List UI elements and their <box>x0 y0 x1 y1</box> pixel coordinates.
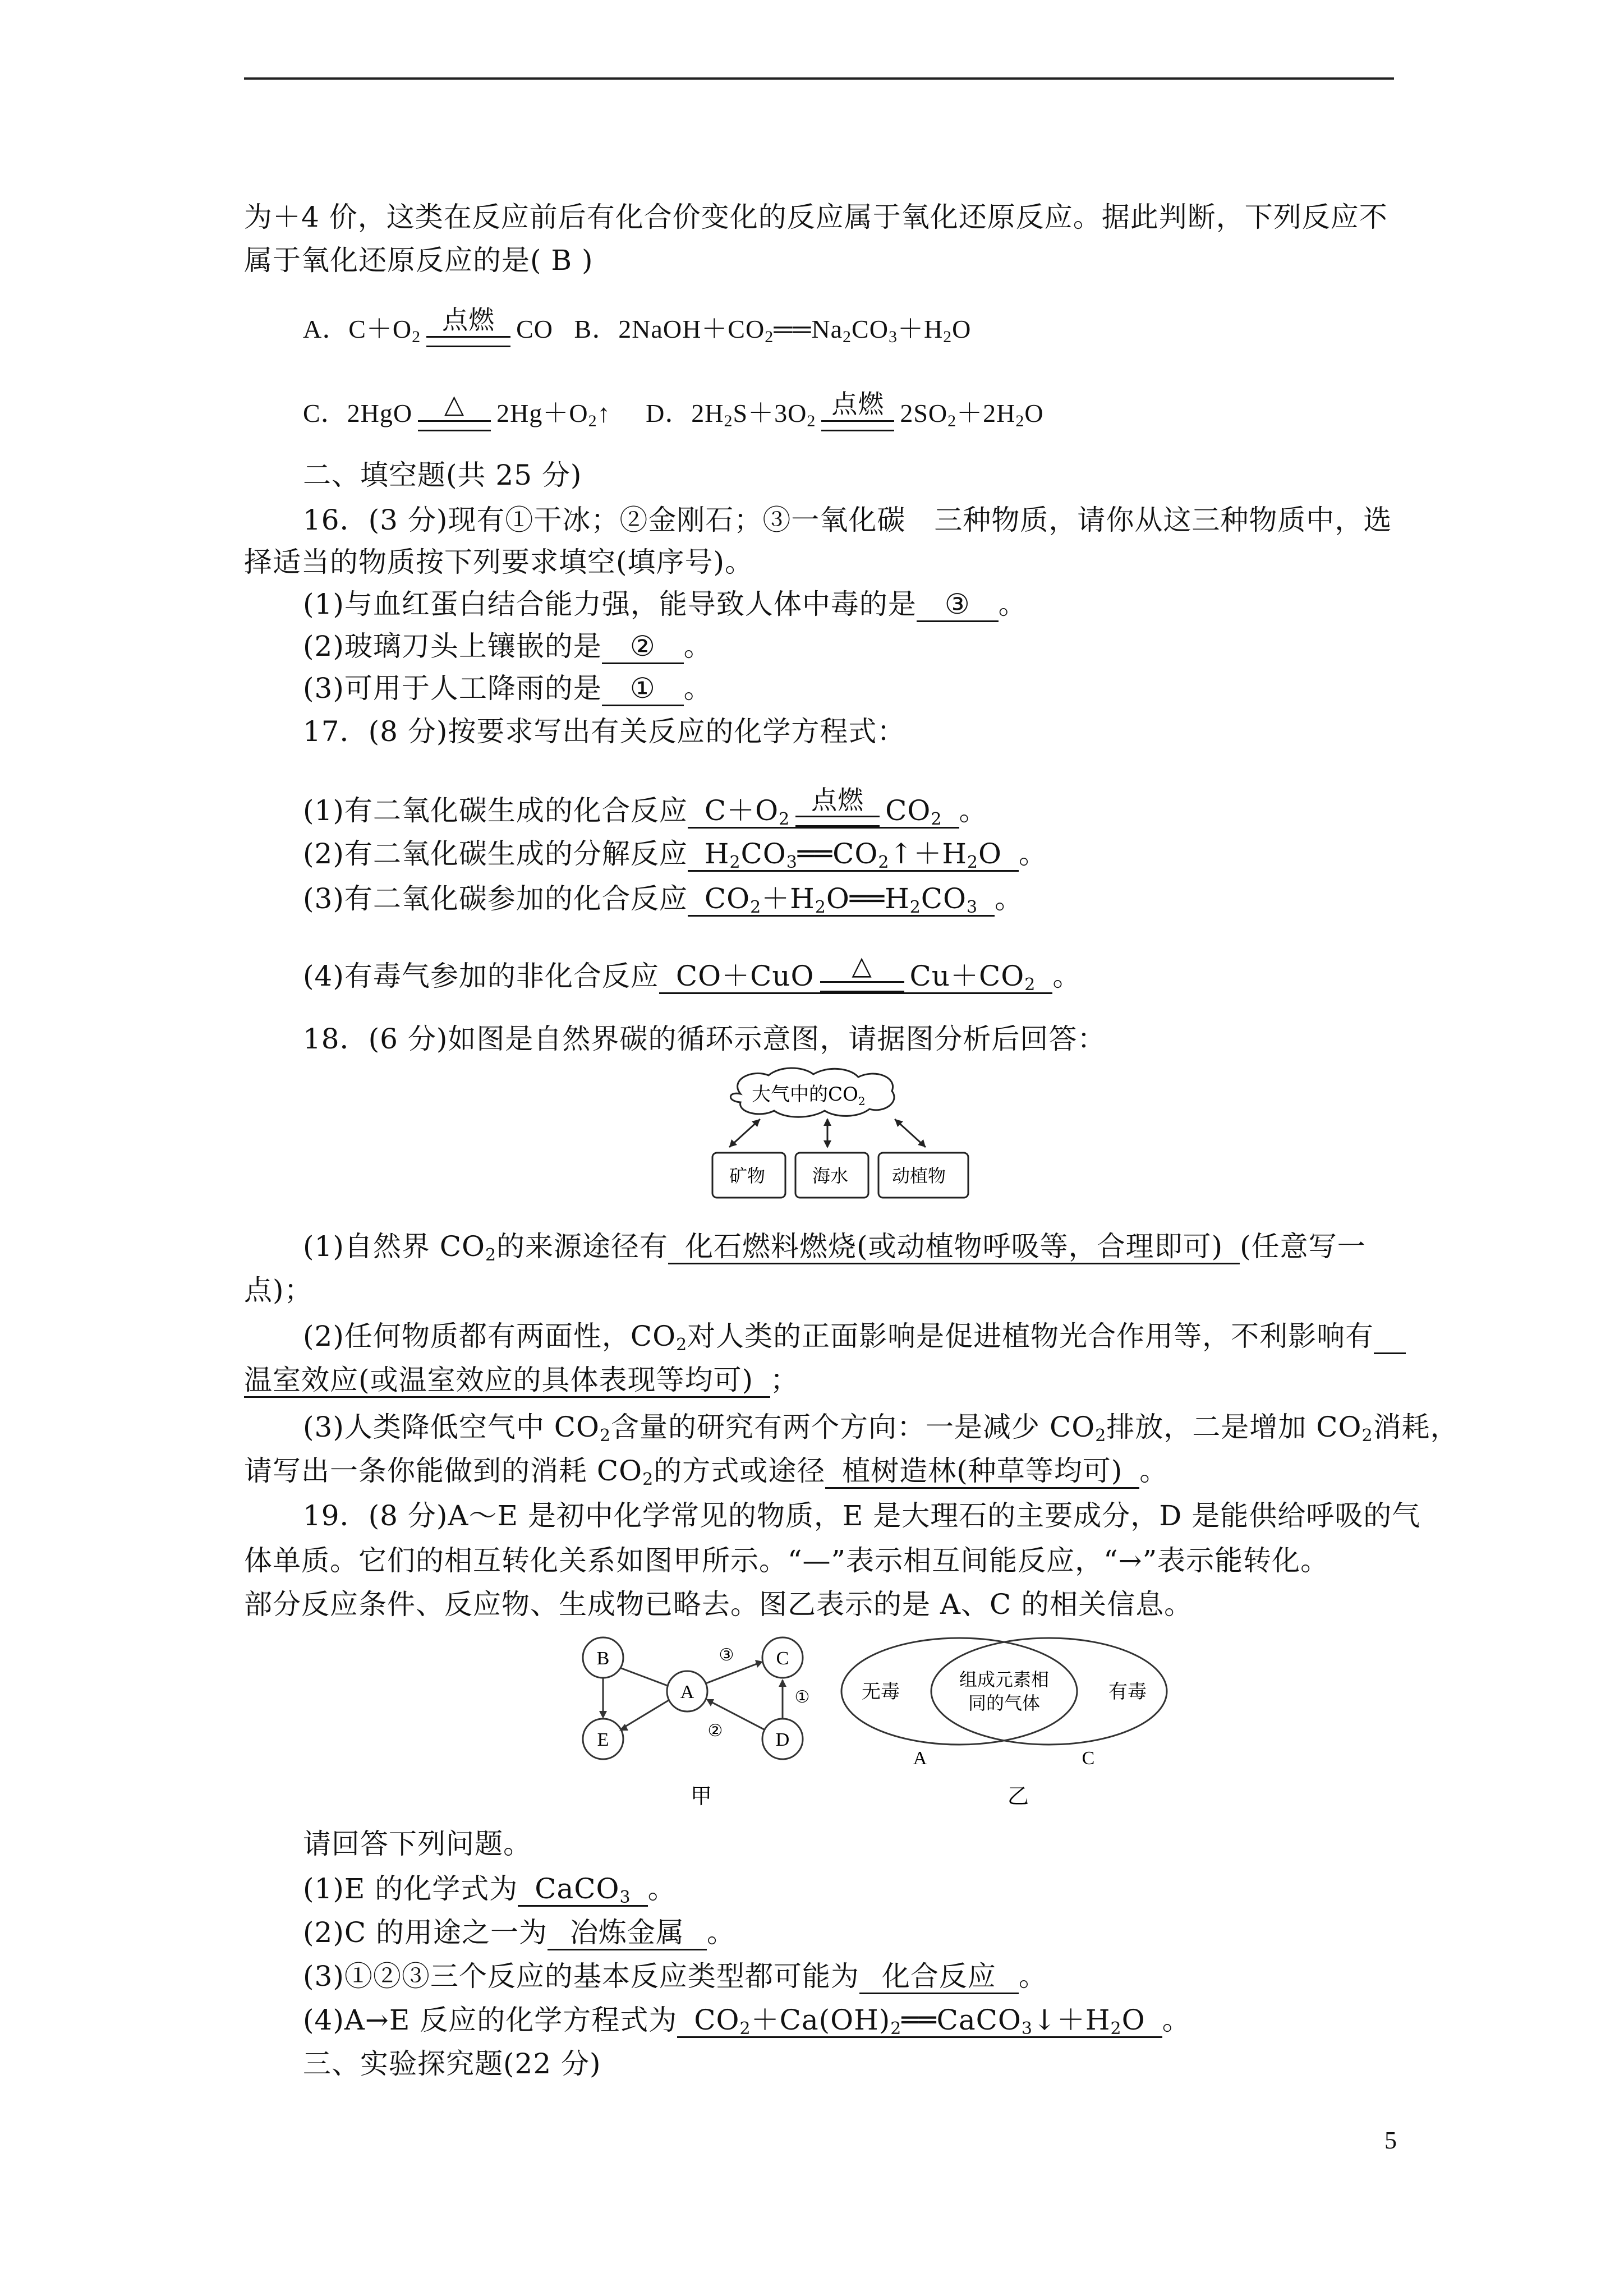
answer-blank: 冶炼金属 <box>548 1916 707 1950</box>
q15-line1: 为＋4 价，这类在反应前后有化合价变化的反应属于氧化还原反应。据此判断，下列反应不 <box>244 201 1388 233</box>
q17-line1: 17．(8 分)按要求写出有关反应的化学方程式： <box>303 715 906 748</box>
q16-line2: 择适当的物质按下列要求填空(填序号)。 <box>244 546 754 578</box>
q16-part3: (3)可用于人工降雨的是 ① 。 <box>303 670 712 706</box>
q17-part4: (4)有毒气参加的非化合反应 CO＋CuO △ $Cu+CO_2$ 。 <box>303 950 1082 995</box>
svg-text:C: C <box>776 1648 789 1669</box>
seawater-label: 海水 <box>812 1165 849 1186</box>
carbon-cycle-figure <box>707 1063 987 1209</box>
svg-text:①: ① <box>794 1688 810 1706</box>
svg-text:组成元素相: 组成元素相 <box>959 1669 1050 1690</box>
answer-blank: 化石燃料燃烧(或动植物呼吸等，合理即可) <box>668 1230 1240 1264</box>
answer-blank: CO＋CuO △ $Cu+CO_2$ <box>659 951 1053 994</box>
condition-ignite: 点燃 <box>831 390 885 418</box>
svg-text:E: E <box>597 1729 609 1750</box>
svg-text:同的气体: 同的气体 <box>968 1692 1041 1714</box>
q16-line1: 16．(3 分)现有①干冰；②金刚石；③一氧化碳 三种物质，请你从这三种物质中，选 <box>303 504 1392 536</box>
answer-blank: 植树造林(种草等均可) <box>825 1455 1139 1489</box>
svg-text:②: ② <box>707 1722 723 1740</box>
q17-part1: (1)有二氧化碳生成的化合反应 $C+O_2$ 点燃 $CO_2$ 。 <box>303 785 988 829</box>
answer-blank: $CO_2+H_2O══H_2CO_3$ <box>688 882 995 917</box>
page-number: 5 <box>1384 2127 1397 2154</box>
q15-line2: 属于氧化还原反应的是( B ) <box>244 244 594 277</box>
q18-part3: (3)人类降低空气中 $CO_2$含量的研究有两个方向：一是减少 $CO_2$排放，二是增加 $CO_2$消耗， <box>303 1411 1459 1446</box>
q19-line2: 体单质。它们的相互转化关系如图甲所示。“—”表示相互间能反应，“→”表示能转化。 <box>244 1544 1329 1577</box>
answer-blank: ① <box>602 672 684 706</box>
svg-text:无毒: 无毒 <box>862 1681 900 1703</box>
svg-text:③: ③ <box>719 1646 734 1664</box>
svg-text:A: A <box>913 1748 927 1769</box>
svg-text:B: B <box>596 1648 610 1669</box>
figure-yi-venn <box>830 1630 1178 1815</box>
q19-part4: (4)A→E 反应的化学方程式为 $CO_2+Ca(OH)_2══CaCO_3↓+H_2O$ 。 <box>303 2004 1191 2039</box>
svg-text:有毒: 有毒 <box>1108 1681 1147 1703</box>
q18-part2: (2)任何物质都有两面性，$CO_2$对人类的正面影响是促进植物光合作用等，不利影响有 <box>303 1318 1406 1354</box>
q18-part3-cont: 请写出一条你能做到的消耗 $CO_2$的方式或途径 植树造林(种草等均可) 。 <box>244 1455 1168 1489</box>
q19-line1: 19．(8 分)A～E 是初中化学常见的物质，E 是大理石的主要成分，D 是能供给呼吸的气 <box>303 1499 1421 1532</box>
condition-heat: △ <box>444 390 465 418</box>
answer-blank: ② <box>602 630 684 664</box>
q18-part2-cont: 温室效应(或温室效应的具体表现等均可) ； <box>244 1362 799 1398</box>
q19-ask: 请回答下列问题。 <box>303 1828 532 1860</box>
answer-blank: $C+O_2$ 点燃 $CO_2$ <box>688 785 959 829</box>
section-experiment-title: 三、实验探究题(22 分) <box>303 2047 601 2080</box>
atmosphere-co2-label: 大气中的$CO_2$ <box>752 1083 866 1108</box>
q19-part1: (1)E 的化学式为 CaCO$_3$ 。 <box>303 1872 677 1907</box>
q17-part2: (2)有二氧化碳生成的分解反应 $H_2CO_3══CO_2↑+H_2O$ 。 <box>303 838 1048 872</box>
figure-jia-relationship <box>567 1630 830 1815</box>
answer-blank: $CO_2+Ca(OH)_2══CaCO_3↓+H_2O$ <box>677 2004 1162 2038</box>
answer-blank: 化合反应 <box>859 1960 1019 1994</box>
answer-blank: ③ <box>917 588 999 622</box>
answer-blank: $H_2CO_3══CO_2↑+H_2O$ <box>688 838 1019 872</box>
section-fill-in-title: 二、填空题(共 25 分) <box>303 459 582 491</box>
q18-part1: (1)自然界 $CO_2$的来源途径有 化石燃料燃烧(或动植物呼吸等，合理即可) (任意写一 <box>303 1230 1366 1265</box>
answer-blank: 温室效应(或温室效应的具体表现等均可) <box>244 1364 770 1398</box>
q19-part3: (3)①②③三个反应的基本反应类型都可能为 化合反应 。 <box>303 1958 1047 1994</box>
svg-text:C: C <box>1082 1748 1095 1769</box>
q19-part2: (2)C 的用途之一为 冶炼金属 。 <box>303 1915 735 1950</box>
q15-option-c-d: C．2HgO △ $2Hg+O_2↑$ D．$2H_2S+3O_2$ 点燃 $2SO_2+2H_2O$ <box>303 390 1044 430</box>
q18-part1-cont: 点)； <box>244 1274 313 1306</box>
q16-part1: (1)与血红蛋白结合能力强，能导致人体中毒的是 ③ 。 <box>303 586 1027 622</box>
svg-text:D: D <box>775 1729 790 1750</box>
q18-line1: 18．(6 分)如图是自然界碳的循环示意图，请据图分析后回答： <box>303 1023 1106 1055</box>
header-rule <box>244 77 1394 80</box>
organisms-label: 动植物 <box>892 1165 946 1186</box>
q17-part3: (3)有二氧化碳参加的化合反应 $CO_2+H_2O══H_2CO_3$ 。 <box>303 882 1024 917</box>
answer-blank: CaCO$_3$ <box>518 1872 647 1907</box>
q15-option-a-b: A．$C+O_2$ 点燃 CO B．$2NaOH+CO_2══Na_2CO_3+H_2O$ <box>303 306 972 346</box>
figure-yi-caption: 乙 <box>1007 1784 1029 1809</box>
svg-text:A: A <box>680 1682 694 1703</box>
q16-part2: (2)玻璃刀头上镶嵌的是 ② 。 <box>303 628 712 664</box>
q19-line3: 部分反应条件、反应物、生成物已略去。图乙表示的是 A、C 的相关信息。 <box>244 1588 1193 1621</box>
figure-jia-caption: 甲 <box>690 1784 712 1809</box>
minerals-label: 矿物 <box>729 1165 766 1186</box>
condition-ignite: 点燃 <box>442 306 495 334</box>
